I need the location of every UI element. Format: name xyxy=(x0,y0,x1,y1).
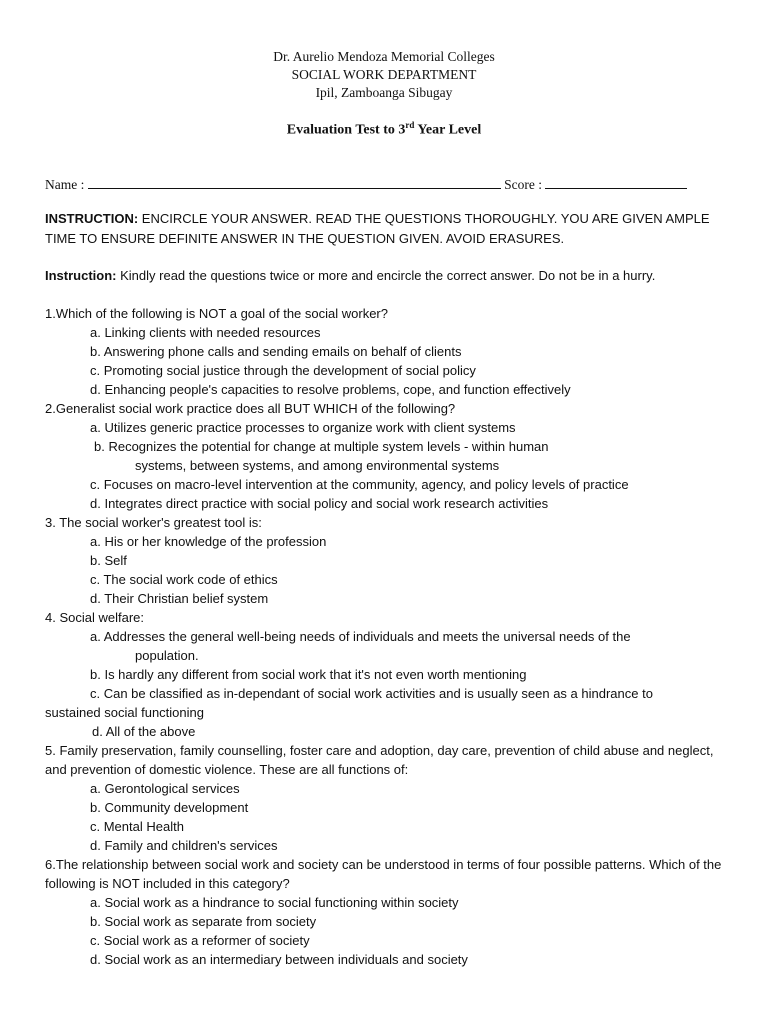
question-4-option-c[interactable]: c. Can be classified as in-dependant of social work activities and is usually seen as a hindrance to xyxy=(90,686,653,701)
question-4-option-c-continued: sustained social functioning xyxy=(45,705,204,720)
question-5-option-c[interactable]: c. Mental Health xyxy=(90,819,184,834)
question-3-option-d[interactable]: d. Their Christian belief system xyxy=(90,591,269,606)
department-name: SOCIAL WORK DEPARTMENT xyxy=(291,67,477,82)
exam-title-prefix: Evaluation Test to 3 xyxy=(286,122,406,138)
question-3: 3. The social worker's greatest tool is: xyxy=(45,515,262,530)
question-2-option-a[interactable]: a. Utilizes generic practice processes to organize work with client systems xyxy=(90,420,516,435)
question-3-option-b[interactable]: b. Self xyxy=(90,553,127,568)
question-5-option-d[interactable]: d. Family and children's services xyxy=(90,838,278,853)
question-1-option-c[interactable]: c. Promoting social justice through the development of social policy xyxy=(90,363,476,378)
instruction-block-1 xyxy=(45,209,735,249)
question-2-option-c[interactable]: c. Focuses on macro-level intervention at the community, agency, and policy levels of practice xyxy=(90,477,629,492)
name-label: Name : xyxy=(45,177,85,192)
question-2: 2.Generalist social work practice does all BUT WHICH of the following? xyxy=(45,401,456,416)
question-6-option-b[interactable]: b. Social work as separate from society xyxy=(90,914,317,929)
question-6-option-a[interactable]: a. Social work as a hindrance to social functioning within society xyxy=(90,895,459,910)
question-3-option-c[interactable]: c. The social work code of ethics xyxy=(90,572,278,587)
question-4-option-a[interactable]: a. Addresses the general well-being needs of individuals and meets the universal needs of the xyxy=(90,629,631,644)
question-1: 1.Which of the following is NOT a goal of the social worker? xyxy=(45,306,388,321)
question-3-option-a[interactable]: a. His or her knowledge of the profession xyxy=(90,534,327,549)
question-4: 4. Social welfare: xyxy=(45,610,144,625)
instruction-block-2 xyxy=(45,266,735,286)
exam-title-superscript: rd xyxy=(405,120,415,130)
question-5: 5. Family preservation, family counselling, foster care and adoption, day care, prevention of child abuse and neglect, and prevention of domestic violence. These are all functions of: xyxy=(45,743,714,777)
question-4-option-d[interactable]: d. All of the above xyxy=(92,724,196,739)
question-2-option-d[interactable]: d. Integrates direct practice with social policy and social work research activities xyxy=(90,496,549,511)
score-field[interactable] xyxy=(545,175,687,189)
question-2-option-b[interactable]: b. Recognizes the potential for change at multiple system levels - within human xyxy=(94,439,549,454)
instruction-2-text: Kindly read the questions twice or more and encircle the correct answer. Do not be in a hurry. xyxy=(116,268,656,283)
instruction-2-label: Instruction: xyxy=(45,268,117,283)
college-name: Dr. Aurelio Mendoza Memorial Colleges xyxy=(273,49,495,64)
instruction-1-text: ENCIRCLE YOUR ANSWER. READ THE QUESTIONS THOROUGHLY. YOU ARE GIVEN AMPLE TIME TO ENSURE DEFINITE ANSWER IN THE QUESTION GIVEN. AVOID ERASURES. xyxy=(45,211,710,246)
question-1-option-d[interactable]: d. Enhancing people's capacities to resolve problems, cope, and function effectively xyxy=(90,382,571,397)
exam-title xyxy=(0,120,768,139)
question-5-option-b[interactable]: b. Community development xyxy=(90,800,249,815)
document-header xyxy=(0,48,768,102)
question-5-option-a[interactable]: a. Gerontological services xyxy=(90,781,240,796)
question-4-option-a-continued: population. xyxy=(135,648,199,663)
question-6: 6.The relationship between social work and society can be understood in terms of four possible patterns. Which of the following is NOT included in this category? xyxy=(45,857,722,891)
question-2-option-b-continued: systems, between systems, and among environmental systems xyxy=(135,458,500,473)
score-label: Score : xyxy=(504,177,542,192)
exam-title-suffix: Year Level xyxy=(414,122,482,138)
name-score-row xyxy=(45,175,725,193)
college-location: Ipil, Zamboanga Sibugay xyxy=(315,85,453,100)
question-1-option-b[interactable]: b. Answering phone calls and sending emails on behalf of clients xyxy=(90,344,462,359)
question-6-option-d[interactable]: d. Social work as an intermediary between individuals and society xyxy=(90,952,468,967)
question-6-option-c[interactable]: c. Social work as a reformer of society xyxy=(90,933,310,948)
question-1-option-a[interactable]: a. Linking clients with needed resources xyxy=(90,325,321,340)
instruction-1-label: INSTRUCTION: xyxy=(45,211,139,226)
question-list xyxy=(45,304,735,969)
name-field[interactable] xyxy=(88,175,501,189)
question-4-option-b[interactable]: b. Is hardly any different from social work that it's not even worth mentioning xyxy=(90,667,527,682)
